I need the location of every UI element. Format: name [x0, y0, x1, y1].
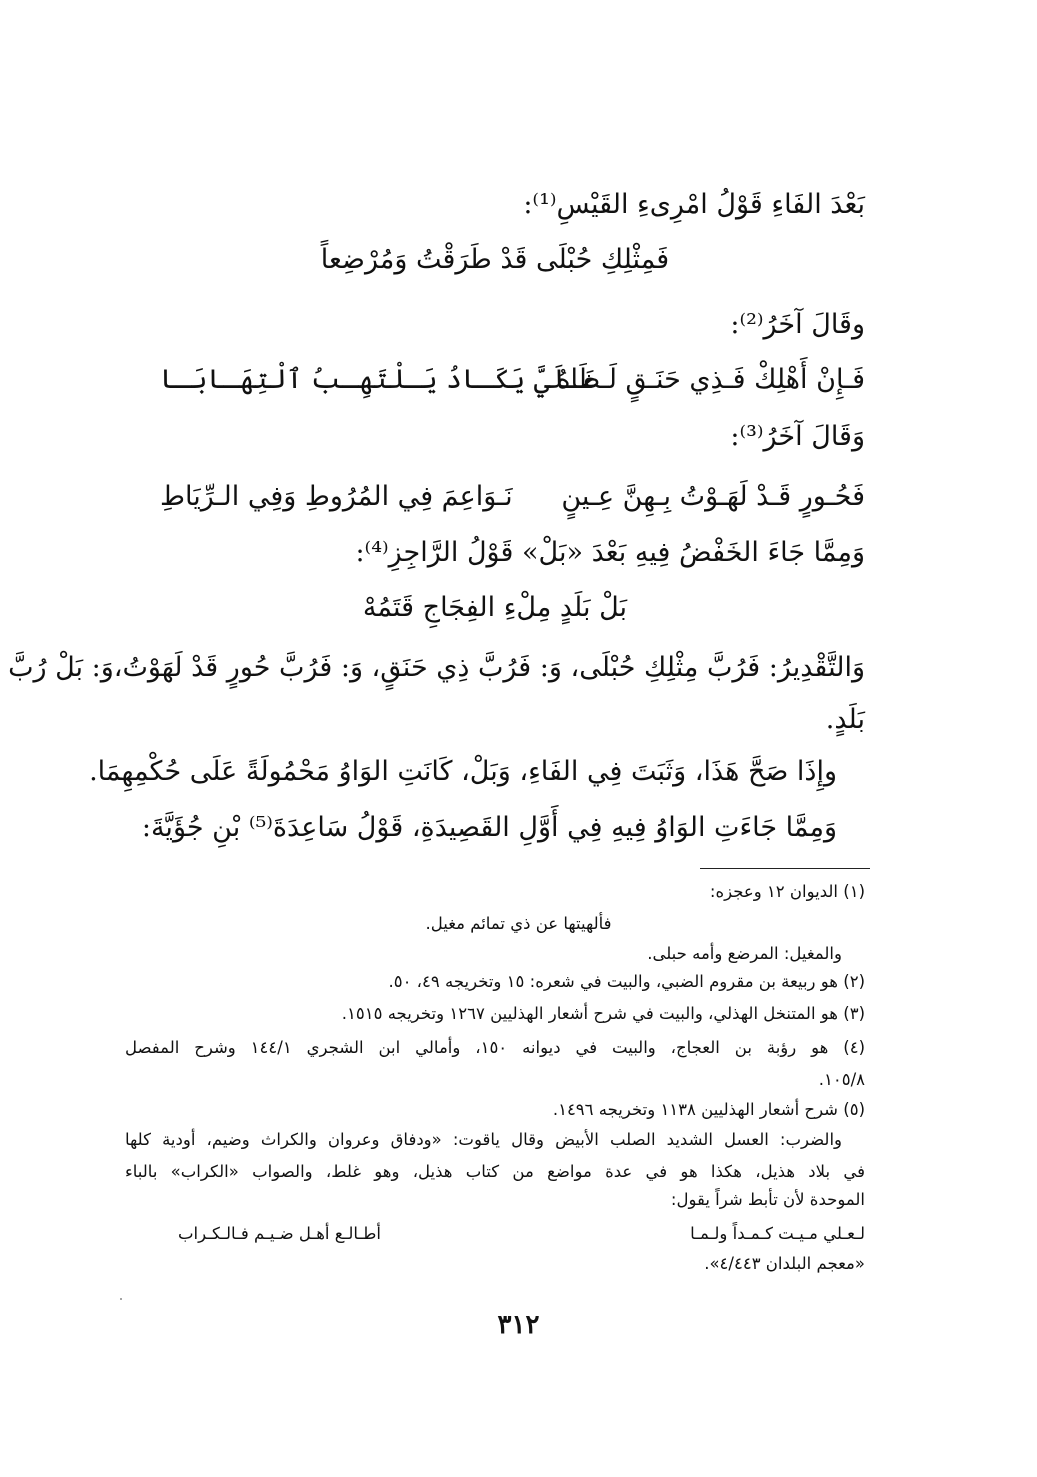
footnote: ١٠٥/٨.: [818, 1070, 865, 1089]
footnote: والضرب: العسل الشديد الصلب الأبيض وقال ياقوت: «ودفاق وعروان والكراث وضيم، أودية كلها: [125, 1130, 842, 1149]
body-line: وإِذَا صَحَّ هَذَا، وَثَبَتَ فِي الفَاءِ، وَبَلْ، كَانَتِ الوَاوُ مَحْمُولَةً عَلَى حُكْمِهِمَا.: [89, 756, 837, 787]
body-line: بَلَدٍ.: [825, 704, 865, 735]
body-line: وَمِمَّا جَاءَ الخَفْضُ فِيهِ بَعْدَ «بَلْ» قَوْلُ الرَّاجِزِ⁽⁴⁾:: [355, 537, 865, 568]
footnote: والمغيل: المرضع وأمه حبلى.: [647, 944, 842, 963]
footnote: في بلاد هذيل، هكذا هو في عدة مواضع من كتاب هذيل، وهو غلط، والصواب «الكراب» بالباء: [125, 1162, 865, 1181]
page-speck: [120, 1298, 122, 1300]
footnote-separator: [700, 868, 870, 869]
verse-hemistich-second: نَـوَاعِمَ فِي المُرُوطِ وَفِي الـرِّيَاطِ: [160, 481, 513, 512]
body-line: وَالتَّقْدِيرُ: فَرُبَّ مِثْلِكِ حُبْلَى، وَ: فَرُبَّ ذِي حَنَقٍ، وَ: فَرُبَّ حُورٍ قَدْ لَهَوْتُ،وَ: بَلْ رُبَّ: [8, 652, 865, 683]
footnote-verse-first: لـعـلي مـيـت كـمـداً ولـمـا: [690, 1224, 865, 1243]
footnote: (١) الديوان ١٢ وعجزه:: [709, 882, 865, 901]
footnote: الموحدة لأن تأبط شراً يقول:: [670, 1190, 865, 1209]
body-line: بَعْدَ الفَاءِ قَوْلُ امْرِىءِ القَيْسِ⁽¹⁾:: [523, 189, 865, 220]
footnote: (٤) هو رؤبة بن العجاج، والبيت في ديوانه ١٥٠، وأمالي ابن الشجري ١٤٤/١ وشرح المفصل: [125, 1038, 866, 1057]
verse-hemistich-second: عَـلَيَّ يَكَـادُ يَـلْتَهِـبُ ٱلْتِهَـابَـا: [160, 364, 598, 395]
footnote: (٢) هو ربيعة بن مقروم الضبي، والبيت في شعره: ١٥ وتخريجه ٤٩، ٥٠.: [388, 972, 865, 991]
footnote: (٥) شرح أشعار الهذليين ١١٣٨ وتخريجه ١٤٩٦.: [552, 1100, 865, 1119]
footnote: (٣) هو المتنخل الهذلي، والبيت في شرح أشعار الهذليين ١٢٦٧ وتخريجه ١٥١٥.: [341, 1004, 865, 1023]
verse-hemistich-first: فَحُـورٍ قَـدْ لَهَـوْتُ بِـهِنَّ عِـينٍ: [561, 481, 865, 512]
verse-hemistich-first: فَـإِنْ أَهْلِكْ فَـذِي حَنَـقٍ لَـظَاهُ: [556, 364, 865, 395]
verse-line: فَمِثْلِكِ حُبْلَى قَدْ طَرَقْتُ وَمُرْضِعاً: [320, 244, 670, 275]
verse-line: بَلْ بَلَدٍ مِلْءِ الفِجَاجِ قَتَمُهْ: [362, 592, 628, 623]
body-line: وَقَالَ آخَرُ⁽³⁾:: [730, 421, 865, 452]
footnote-verse: فألهيتها عن ذي تمائم مغيل.: [425, 914, 612, 933]
body-line: وَمِمَّا جَاءَتِ الوَاوُ فِيهِ فِي أَوَّلِ القَصِيدَةِ، قَوْلُ سَاعِدَةَ⁽⁵⁾ بْنِ جُؤَيَّةَ:: [141, 812, 837, 843]
footnote-verse-second: أطـالـع أهـل ضـيـم فـالـكـراب: [178, 1224, 381, 1243]
footnote: «معجم البلدان ٤/٤٤٣».: [704, 1254, 865, 1273]
page-number: ٣١٢: [497, 1310, 540, 1340]
body-line: وقَالَ آخَرُ⁽²⁾:: [730, 309, 865, 340]
